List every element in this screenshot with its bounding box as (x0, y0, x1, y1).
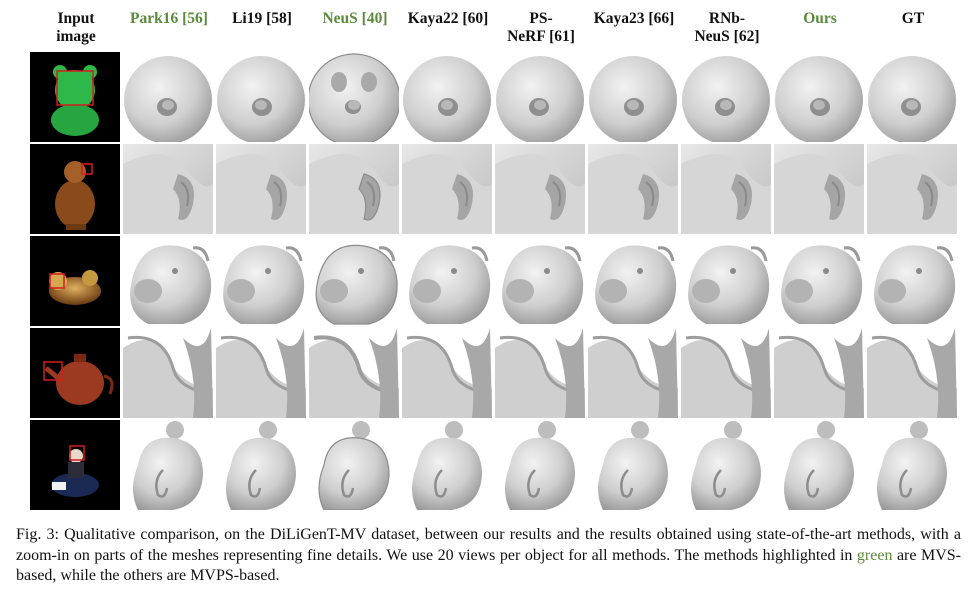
column-headers (30, 10, 965, 52)
column-header-park16: Park16 [56] (130, 10, 208, 27)
mesh-image-reading-col8 (774, 420, 864, 510)
input-image-bear (30, 52, 120, 142)
caption-green-word: green (856, 546, 893, 564)
mesh-image-cow-col3 (309, 236, 399, 326)
input-image-cow (30, 236, 120, 326)
mesh-image-pot-col8 (774, 328, 864, 418)
mesh-image-buddha-col9 (867, 144, 957, 234)
input-image-buddha (30, 144, 120, 234)
mesh-image-pot-col5 (495, 328, 585, 418)
mesh-image-buddha-col6 (588, 144, 678, 234)
column-header-ours: Ours (803, 10, 837, 27)
mesh-image-cow-col9 (867, 236, 957, 326)
mesh-image-cow-col2 (216, 236, 306, 326)
column-header-gt: GT (901, 10, 925, 27)
mesh-image-reading-col2 (216, 420, 306, 510)
mesh-image-cow-col5 (495, 236, 585, 326)
column-header-kaya22: Kaya22 [60] (407, 10, 489, 27)
mesh-image-cow-col4 (402, 236, 492, 326)
column-header-neus: NeuS [40] (322, 10, 388, 27)
mesh-image-reading-col6 (588, 420, 678, 510)
mesh-image-reading-col4 (402, 420, 492, 510)
mesh-image-buddha-col8 (774, 144, 864, 234)
column-header-kaya23: Kaya23 [66] (593, 10, 675, 27)
mesh-image-bear-col9 (867, 52, 957, 142)
mesh-image-reading-col3 (309, 420, 399, 510)
mesh-image-bear-col1 (123, 52, 213, 142)
column-header-rnbneus: RNb- NeuS [62] (694, 10, 760, 45)
mesh-image-buddha-col5 (495, 144, 585, 234)
mesh-image-bear-col2 (216, 52, 306, 142)
column-header-li19: Li19 [58] (232, 10, 292, 27)
mesh-image-pot-col2 (216, 328, 306, 418)
mesh-image-cow-col8 (774, 236, 864, 326)
figure-caption (16, 525, 961, 587)
input-image-reading (30, 420, 120, 510)
mesh-image-buddha-col2 (216, 144, 306, 234)
mesh-image-bear-col5 (495, 52, 585, 142)
column-header-psnerf: PS- NeRF [61] (507, 10, 575, 45)
mesh-image-buddha-col7 (681, 144, 771, 234)
mesh-image-bear-col3 (309, 52, 399, 142)
caption-text-part2: are MVS-based, while the others are MVPS-based. (16, 546, 961, 584)
mesh-image-buddha-col4 (402, 144, 492, 234)
mesh-image-pot-col4 (402, 328, 492, 418)
mesh-image-pot-col9 (867, 328, 957, 418)
mesh-image-bear-col8 (774, 52, 864, 142)
mesh-image-buddha-col3 (309, 144, 399, 234)
mesh-image-cow-col6 (588, 236, 678, 326)
mesh-image-reading-col5 (495, 420, 585, 510)
mesh-image-pot-col3 (309, 328, 399, 418)
mesh-image-bear-col7 (681, 52, 771, 142)
mesh-image-cow-col1 (123, 236, 213, 326)
mesh-image-reading-col1 (123, 420, 213, 510)
mesh-image-cow-col7 (681, 236, 771, 326)
mesh-image-pot-col7 (681, 328, 771, 418)
caption-text-part1: Fig. 3: Qualitative comparison, on the DiLiGenT-MV dataset, between our results and the results obtained using state-of-the-art methods, with a zoom-in on parts of the meshes representing fine details. We use 20 views per object for all methods. The methods highlighted in (16, 526, 961, 564)
mesh-image-buddha-col1 (123, 144, 213, 234)
mesh-image-bear-col4 (402, 52, 492, 142)
mesh-image-reading-col7 (681, 420, 771, 510)
mesh-image-pot-col1 (123, 328, 213, 418)
mesh-image-pot-col6 (588, 328, 678, 418)
input-image-pot (30, 328, 120, 418)
mesh-image-bear-col6 (588, 52, 678, 142)
column-header-input: Input image (56, 10, 96, 45)
mesh-image-reading-col9 (867, 420, 957, 510)
